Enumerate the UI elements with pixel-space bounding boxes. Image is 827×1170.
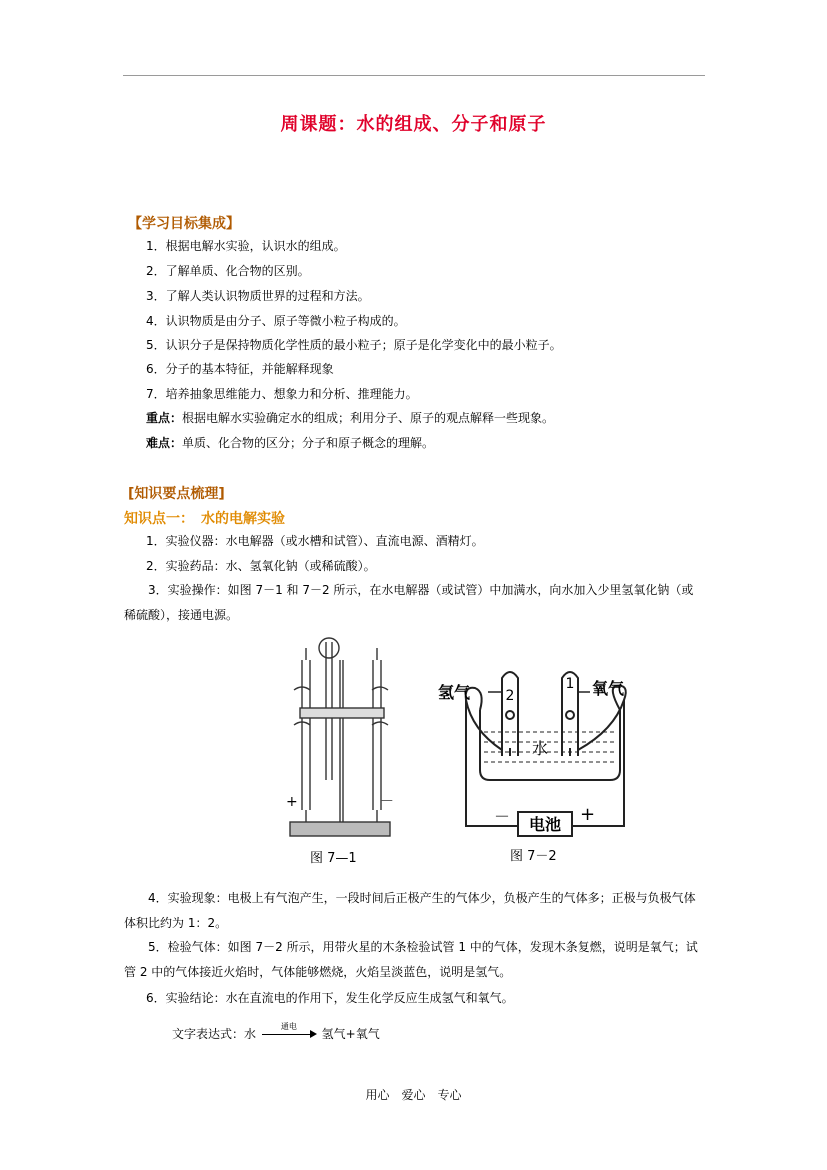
goal-item: 2．了解单质、化合物的区别。 <box>146 264 310 278</box>
experiment-step-6: 6．实验结论：水在直流电的作用下，发生化学反应生成氢气和氧气。 <box>146 991 514 1005</box>
page-title: 周课题：水的组成、分子和原子 <box>280 114 547 135</box>
goals-heading: 【学习目标集成】 <box>128 216 240 232</box>
key-point <box>146 410 554 426</box>
electrolysis-figure <box>280 630 640 870</box>
goal-item: 1．根据电解水实验，认识水的组成。 <box>146 239 346 253</box>
equation-products: 氢气+氧气 <box>321 1027 380 1041</box>
experiment-item: 1．实验仪器：水电解器（或水槽和试管）、直流电源、酒精灯。 <box>146 534 484 548</box>
knowledge-heading: [知识要点梳理] <box>128 486 225 502</box>
goal-item: 5．认识分子是保持物质化学性质的最小粒子；原子是化学变化中的最小粒子。 <box>146 338 562 352</box>
goal-item: 6．分子的基本特征，并能解释现象 <box>146 362 334 376</box>
apparatus-minus-sign: － <box>380 794 394 810</box>
page-footer: 用心 爱心 专心 <box>365 1088 462 1102</box>
tube-1-number: 1 <box>565 676 575 692</box>
key-point-text: 根据电解水实验确定水的组成；利用分子、原子的观点解释一些现象。 <box>182 411 555 425</box>
goal-item: 3．了解人类认识物质世界的过程和方法。 <box>146 289 370 303</box>
hydrogen-label: 氢气 <box>438 683 471 702</box>
header-rule <box>123 75 705 76</box>
equation-condition: 通电 <box>280 1021 297 1031</box>
key-point-label: 重点： <box>146 411 183 425</box>
knowledge-point-title: 知识点一： 水的电解实验 <box>124 511 285 527</box>
water-label: 水 <box>531 739 549 758</box>
electrolysis-apparatus-drawing <box>290 638 390 836</box>
goal-item: 7．培养抽象思维能力、想象力和分析、推理能力。 <box>146 387 418 401</box>
oxygen-label: 氧气 <box>592 679 625 698</box>
battery-plus-sign: + <box>580 804 596 825</box>
experiment-step-3: 3．实验操作：如图 7－1 和 7－2 所示，在水电解器（或试管）中加满水，向水加入少里氢氧化钠（或稀硫酸），接通电源。 <box>124 583 694 622</box>
battery-label: 电池 <box>528 815 562 834</box>
figure-7-1-caption: 图 7—1 <box>310 851 357 866</box>
equation-arrow <box>260 1021 318 1043</box>
apparatus-plus-sign: + <box>286 794 298 810</box>
difficulty-label: 难点： <box>146 436 183 450</box>
experiment-item: 2．实验药品：水、氢氧化钠（或稀硫酸）。 <box>146 559 376 573</box>
battery-minus-sign: － <box>494 807 511 826</box>
tube-2-number: 2 <box>505 688 515 704</box>
difficulty-point <box>146 435 434 451</box>
equation-reactant: 文字表达式：水 <box>172 1027 257 1041</box>
difficulty-text: 单质、化合物的区分；分子和原子概念的理解。 <box>182 436 435 450</box>
figure-7-2-caption: 图 7－2 <box>510 849 557 864</box>
goal-item: 4．认识物质是由分子、原子等微小粒子构成的。 <box>146 314 406 328</box>
experiment-step-4: 4．实验现象：电极上有气泡产生，一段时间后正极产生的气体少，负极产生的气体多；正极与负极气体体积比约为 1：2。 <box>124 891 696 930</box>
word-equation <box>172 1021 380 1043</box>
experiment-step-5: 5．检验气体：如图 7－2 所示，用带火星的木条检验试管 1 中的气体，发现木条复燃，说明是氧气；试管 2 中的气体接近火焰时，气体能够燃烧，火焰呈淡蓝色，说明是氢气。 <box>124 940 698 979</box>
